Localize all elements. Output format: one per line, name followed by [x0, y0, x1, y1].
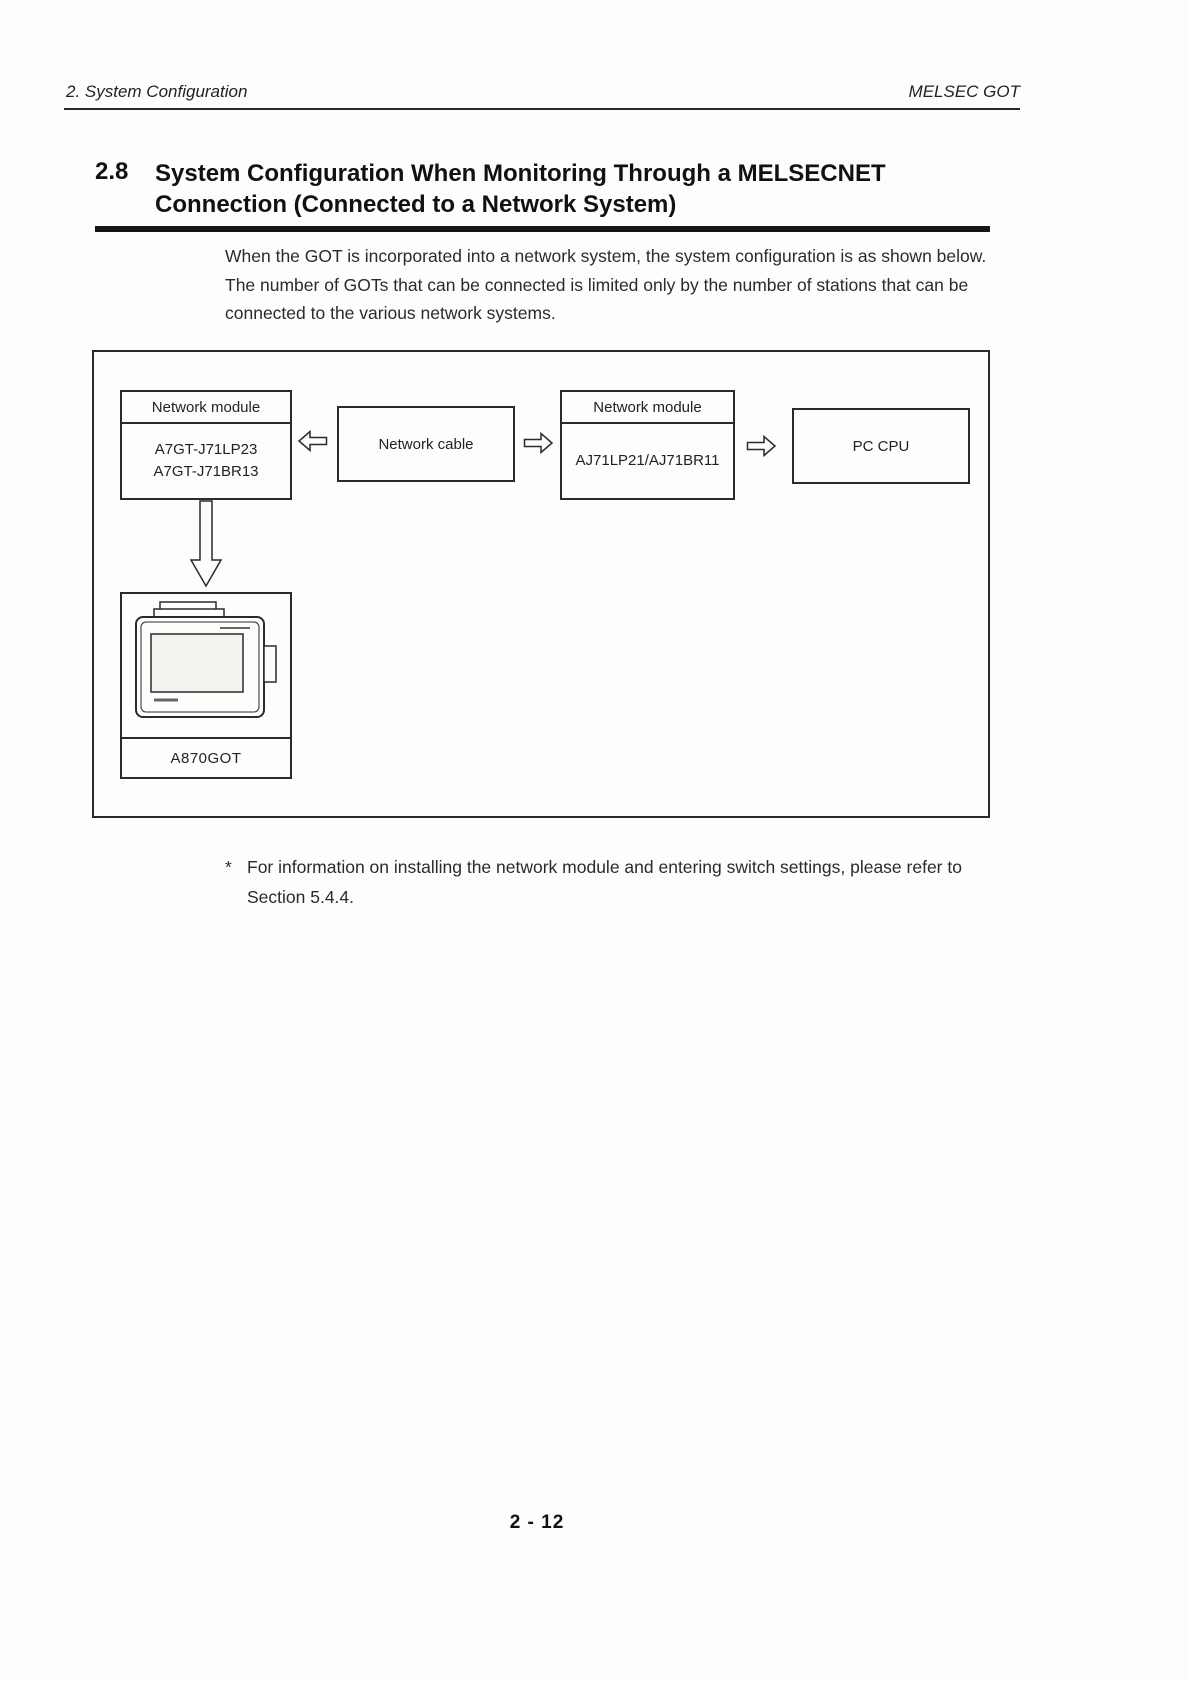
a870got-box — [120, 592, 292, 779]
system-configuration-diagram — [92, 350, 990, 818]
a870got-label: A870GOT — [122, 737, 290, 777]
section-number: 2.8 — [95, 158, 129, 185]
arrow-right-icon — [523, 432, 554, 454]
section-title-rule — [95, 226, 990, 232]
header-doc-title: MELSEC GOT — [908, 82, 1020, 101]
arrow-down-icon — [189, 500, 223, 588]
got-network-module-model-2: A7GT-J71BR13 — [153, 463, 259, 480]
got-device-illustration — [122, 594, 290, 737]
network-cable-label: Network cable — [378, 435, 474, 453]
section-title-line1: System Configuration When Monitoring Through a MELSECNET — [155, 160, 886, 187]
got-network-module-model-1: A7GT-J71LP23 — [154, 441, 258, 458]
page-number: 2 - 12 — [509, 1512, 565, 1533]
footnote-marker: * — [225, 857, 232, 877]
arrow-left-icon — [297, 430, 328, 452]
plc-network-module-box — [560, 390, 735, 500]
section-title — [155, 158, 886, 220]
arrow-right-icon — [746, 435, 777, 457]
footnote — [225, 852, 1025, 912]
plc-network-module-model — [562, 424, 733, 498]
got-network-module-box — [120, 390, 292, 500]
footnote-line2: Section 5.4.4. — [247, 887, 355, 907]
header-rule — [64, 108, 1020, 110]
section-title-line2: Connection (Connected to a Network System) — [155, 191, 677, 218]
got-network-module-models — [122, 424, 290, 498]
plc-network-module-model-label: AJ71LP21/AJ71BR11 — [575, 452, 720, 469]
footnote-text — [247, 852, 962, 912]
header-chapter: 2. System Configuration — [66, 82, 248, 101]
plc-network-module-title: Network module — [562, 392, 733, 424]
section-heading — [95, 158, 995, 220]
pc-cpu-label: PC CPU — [852, 437, 910, 455]
pc-cpu-box — [792, 408, 970, 484]
network-cable-box — [337, 406, 515, 482]
intro-paragraph: When the GOT is incorporated into a network system, the system configuration is as shown below. The number of GOTs that can be connected is limited only by the number of stations that can be connected to the various network systems. — [225, 246, 987, 323]
got-network-module-title: Network module — [122, 392, 290, 424]
footnote-line1: For information on installing the network module and entering switch settings, please refer to — [247, 857, 962, 877]
